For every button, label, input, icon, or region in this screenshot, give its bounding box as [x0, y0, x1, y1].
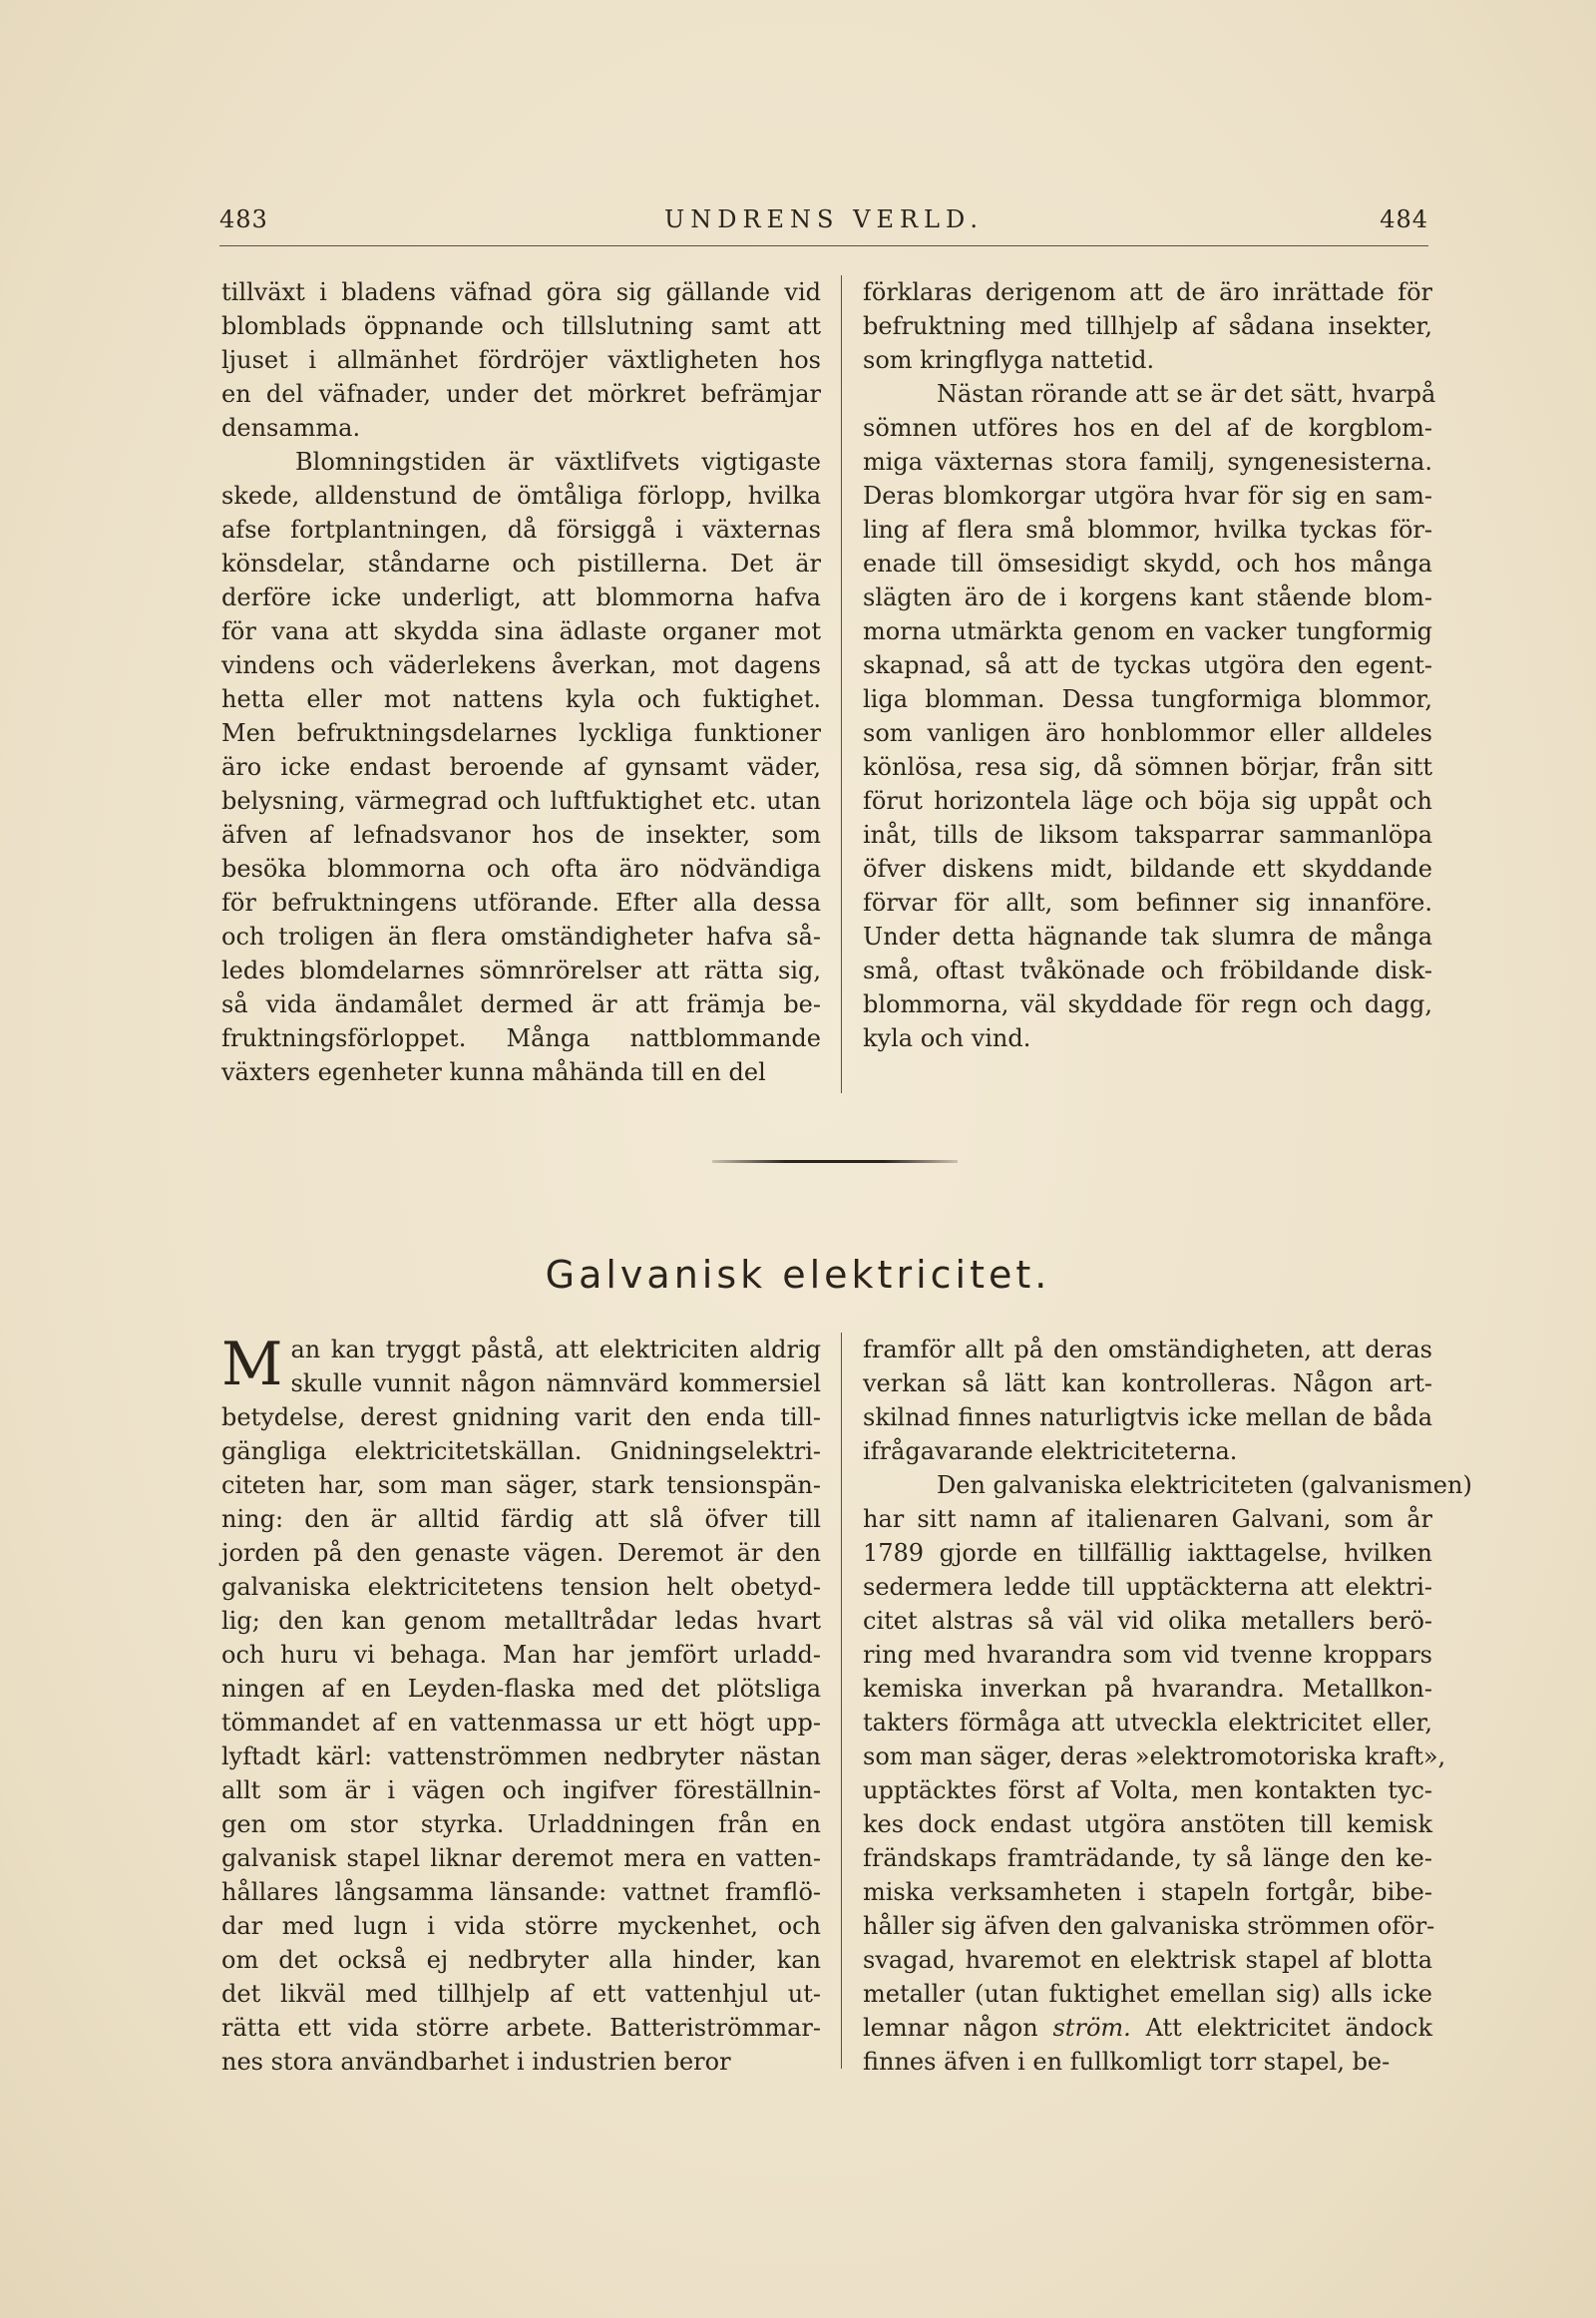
text-line: vindens och väderlekens åverkan, mot dagens — [221, 651, 821, 679]
text-line: svagad, hvaremot en elektrisk stapel af blotta — [863, 1946, 1432, 1974]
text-line: håller sig äfven den galvaniska strömmen oför- — [863, 1912, 1435, 1940]
italic-word: ström. — [1052, 2014, 1131, 2042]
text-line — [863, 2011, 1432, 2045]
text-line: kes dock endast utgöra anstöten till kemisk — [863, 1810, 1432, 1838]
text-line: ling af flera små blommor, hvilka tyckas för- — [863, 516, 1432, 544]
text-line: citeten har, som man säger, stark tensionspän- — [221, 1471, 821, 1499]
text-line: belysning, värmegrad och luftfuktighet etc. utan — [221, 787, 821, 815]
text-line: dar med lugn i vida större myckenhet, och — [221, 1912, 821, 1940]
text-line: verkan så lätt kan kontrolleras. Någon art- — [863, 1369, 1432, 1397]
text-line: äfven af lefnadsvanor hos de insekter, som — [221, 821, 821, 849]
text-line: metaller (utan fuktighet emellan sig) alls icke — [863, 1980, 1432, 2008]
section-separator — [712, 1160, 958, 1163]
text-line: förvar för allt, som befinner sig innanföre. — [863, 889, 1432, 917]
text-line: skede, alldenstund de ömtåliga förlopp, hvilka — [221, 482, 821, 510]
page-number-left: 483 — [219, 205, 268, 233]
column-divider-top — [841, 275, 842, 1093]
text-line: kemiska inverkan på hvarandra. Metallkon- — [863, 1675, 1432, 1703]
top-left-column — [221, 275, 821, 1089]
text-line: Deras blomkorgar utgöra hvar för sig en sam- — [863, 482, 1432, 510]
text-line: upptäcktes först af Volta, men kontakten tyc- — [863, 1776, 1432, 1804]
text-line: takters förmåga att utveckla elektricitet eller, — [863, 1709, 1432, 1737]
text-line: gängliga elektricitetskällan. Gnidningselektri- — [221, 1437, 821, 1465]
text-line: för vana att skydda sina ädlaste organer mot — [221, 617, 821, 645]
text-line: det likväl med tillhjelp af ett vattenhjul ut- — [221, 1980, 821, 2008]
text-line: rätta ett vida större arbete. Batteriströmmar- — [221, 2014, 821, 2042]
text-line: fruktningsförloppet. Många nattblommande — [221, 1024, 821, 1052]
text-line: gen om stor styrka. Urladdningen från en — [221, 1810, 821, 1838]
text-line: kyla och vind. — [863, 1024, 1031, 1052]
text-line: finnes äfven i en fullkomligt torr stapel, be- — [863, 2048, 1391, 2076]
header-rule — [219, 245, 1428, 246]
text-line: an kan tryggt påstå, att elektriciten aldrig — [290, 1336, 821, 1363]
text-line: tillväxt i bladens väfnad göra sig gällande vid — [221, 278, 821, 306]
text-line: miga växternas stora familj, syngenesisterna. — [863, 448, 1432, 476]
text-line: könsdelar, ståndarne och pistillerna. Det är — [221, 550, 821, 578]
text-line: nes stora användbarhet i industrien beror — [221, 2048, 731, 2076]
text-line: har sitt namn af italienaren Galvani, som år — [863, 1505, 1432, 1533]
text-line: ljuset i allmänhet fördröjer växtligheten hos — [221, 346, 821, 374]
column-divider-bottom — [841, 1333, 842, 2069]
text-line: ifrågavarande elektriciteterna. — [863, 1437, 1238, 1465]
text-line: ningen af en Leyden-flaska med det plötsliga — [221, 1675, 821, 1703]
text-line: galvaniska elektricitetens tension helt obetyd- — [221, 1573, 821, 1601]
bottom-left-column — [221, 1333, 821, 2079]
text-line: skilnad finnes naturligtvis icke mellan de båda — [863, 1403, 1432, 1431]
text-line: äro icke endast beroende af gynsamt väder, — [221, 753, 821, 781]
text-line: skulle vunnit någon nämnvärd kommersiel — [290, 1369, 821, 1397]
article-title: Galvanisk elektricitet. — [545, 1253, 1051, 1297]
page-header — [219, 205, 1428, 245]
text-line: växters egenheter kunna måhända till en del — [221, 1058, 766, 1086]
text-line: galvanisk stapel liknar deremot mera en vatten- — [221, 1844, 821, 1872]
text-line: könlösa, resa sig, då sömnen börjar, från sitt — [863, 753, 1432, 781]
text-line: blomblads öppnande och tillslutning samt att — [221, 312, 821, 340]
text-line: allt som är i vägen och ingifver föreställnin- — [221, 1776, 821, 1804]
text-line: och huru vi behaga. Man har jemfört urladd- — [221, 1641, 821, 1669]
text-line: inåt, tills de liksom taksparrar sammanlöpa — [863, 821, 1432, 849]
text-line: små, oftast tvåkönade och fröbildande disk- — [863, 957, 1432, 984]
text-line: så vida ändamålet dermed är att främja be- — [221, 990, 821, 1018]
text-line: öfver diskens midt, bildande ett skyddande — [863, 855, 1432, 883]
text-line: hållares långsamma länsande: vattnet framflö- — [221, 1878, 821, 1906]
text-line: framför allt på den omständigheten, att deras — [863, 1336, 1432, 1363]
text-line: blommorna, väl skyddade för regn och dagg, — [863, 990, 1432, 1018]
text-fragment: lemnar någon — [863, 2014, 1038, 2042]
text-line: morna utmärkta genom en vacker tungformig — [863, 617, 1432, 645]
text-line: enade till ömsesidigt skydd, och hos många — [863, 550, 1432, 578]
text-line: densamma. — [221, 414, 361, 442]
text-line: och troligen än flera omständigheter hafva så- — [221, 923, 821, 951]
text-line: citet alstras så väl vid olika metallers berö- — [863, 1607, 1432, 1635]
top-right-column — [863, 275, 1436, 1055]
text-line: för befruktningens utförande. Efter alla dessa — [221, 889, 821, 917]
text-line: en del väfnader, under det mörkret befrämjar — [221, 380, 821, 408]
text-fragment: Att elektricitet ändock — [1130, 2014, 1432, 2042]
text-line: Under detta hägnande tak slumra de många — [863, 923, 1432, 951]
text-line: lyftadt kärl: vattenströmmen nedbryter nästan — [221, 1742, 821, 1770]
text-line: om det också ej nedbryter alla hinder, kan — [221, 1946, 821, 1974]
opening-paragraph — [221, 1333, 821, 1400]
text-line: sedermera ledde till upptäckterna att elektri- — [863, 1573, 1432, 1601]
page-number-right: 484 — [1380, 205, 1428, 233]
text-line: förklaras derigenom att de äro inrättade för — [863, 278, 1432, 306]
text-line: ning: den är alltid färdig att slå öfver till — [221, 1505, 821, 1533]
text-line: besöka blommorna och ofta äro nödvändiga — [221, 855, 821, 883]
text-line: ring med hvarandra som vid tvenne kroppars — [863, 1641, 1432, 1669]
running-title: UNDRENS VERLD. — [663, 205, 984, 233]
text-line: liga blomman. Dessa tungformiga blommor, — [863, 685, 1432, 713]
text-line: Nästan rörande att se är det sätt, hvarpå — [937, 380, 1436, 408]
text-line: som man säger, deras »elektromotoriska kraft», — [863, 1742, 1446, 1770]
text-line: 1789 gjorde en tillfällig iakttagelse, hvilken — [863, 1539, 1432, 1567]
text-line: frändskaps framträdande, ty så länge den ke- — [863, 1844, 1432, 1872]
text-line: miska verksamheten i stapeln fortgår, bibe- — [863, 1878, 1432, 1906]
text-line: som kringflyga nattetid. — [863, 346, 1155, 374]
drop-cap: M — [221, 1333, 283, 1399]
text-line: afse fortplantningen, då försiggå i växternas — [221, 516, 821, 544]
text-line: Blomningstiden är växtlifvets vigtigaste — [295, 448, 821, 476]
text-line: skapnad, så att de tyckas utgöra den egent- — [863, 651, 1432, 679]
text-line: Den galvaniska elektriciteten (galvanismen) — [937, 1471, 1472, 1499]
text-line: jorden på den genaste vägen. Deremot är den — [221, 1539, 821, 1567]
text-line: ledes blomdelarnes sömnrörelser att rätta sig, — [221, 957, 821, 984]
text-line: sömnen utföres hos en del af de korgblom- — [863, 414, 1432, 442]
text-line: slägten äro de i korgens kant stående blom- — [863, 583, 1432, 611]
text-line: derföre icke underligt, att blommorna hafva — [221, 583, 821, 611]
text-line: Men befruktningsdelarnes lyckliga funktioner — [221, 719, 821, 747]
text-line: hetta eller mot nattens kyla och fuktighet. — [221, 685, 821, 713]
text-line: som vanligen äro honblommor eller alldeles — [863, 719, 1432, 747]
text-line: befruktning med tillhjelp af sådana insekter, — [863, 312, 1432, 340]
bottom-right-column — [863, 1333, 1472, 2079]
text-line: lig; den kan genom metalltrådar ledas hvart — [221, 1607, 821, 1635]
text-line: förut horizontela läge och böja sig uppåt och — [863, 787, 1432, 815]
text-line: betydelse, derest gnidning varit den enda till- — [221, 1403, 821, 1431]
text-line: tömmandet af en vattenmassa ur ett högt upp- — [221, 1709, 821, 1737]
